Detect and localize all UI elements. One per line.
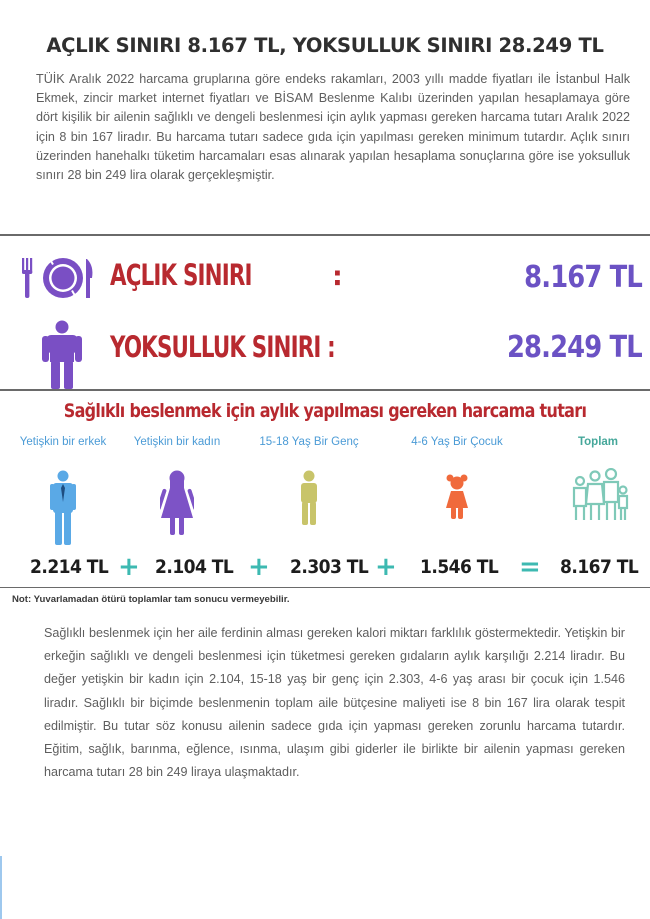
equals-icon: = (519, 552, 541, 582)
teen-icon (254, 470, 364, 531)
rounding-note: Not: Yuvarlamadan ötürü toplamlar tam sonucu vermeyebilir. (12, 594, 290, 605)
amount-woman: 2.104 TL (155, 556, 234, 578)
poverty-limit-value: 28.249 TL (507, 330, 642, 365)
intro-paragraph: TÜİK Aralık 2022 harcama gruplarına göre endeks rakamları, 2003 yıllı madde fiyatları ile İstanbul Halk Ekmek, zincir market internet fiyatları ve BİSAM Beslenme Kalıbı üzerinden yapılan hesaplamaya göre dört kişilik bir ailenin sağlıklı ve dengeli beslenmesi için aylık yapması gereken harcama tutarı Aralık 2022 için 8 bin 167 liradır. Bu harcama tutarı sadece gıda için yapılması gereken minimum tutardır. Açlık sınırı üzerinden hanehalkı tüketim harcamaları esas alınarak yapılan hesaplama sonuçlarına göre ise yoksulluk sınırı 28 bin 249 lira olarak gerçekleşmiştir. (36, 72, 630, 183)
member-child (402, 436, 512, 525)
member-teen (254, 436, 364, 531)
amount-teen: 2.303 TL (290, 556, 369, 578)
family-icon (543, 468, 650, 527)
plus-icon: + (118, 552, 140, 582)
woman-icon (122, 470, 232, 541)
member-total (543, 436, 650, 527)
member-label: Yetişkin bir kadın (133, 436, 221, 448)
amount-child: 1.546 TL (420, 556, 499, 578)
hunger-limit-colon: : (332, 261, 343, 292)
member-label: 15-18 Yaş Bir Genç (259, 436, 359, 448)
amount-total: 8.167 TL (560, 556, 639, 578)
divider-top (0, 234, 650, 236)
page-title: AÇLIK SINIRI 8.167 TL, YOKSULLUK SINIRI 28.249 TL (46, 34, 604, 57)
amount-man: 2.214 TL (30, 556, 109, 578)
breakdown-title: Sağlıklı beslenmek için aylık yapılması gereken harcama tutarı (63, 400, 587, 422)
divider-bottom (0, 587, 650, 588)
member-label: Yetişkin bir erkek (19, 436, 107, 448)
divider-middle (0, 389, 650, 391)
body-paragraph: Sağlıklı beslenmek için her aile ferdinin alması gereken kalori miktarı farklılık göstermektedir. Yetişkin bir erkeğin sağlıklı ve dengeli beslenmesi için tüketmesi gereken gıdaların aylık karşılığı 2.214 liradır. Bu değer yetişkin bir kadın için 2.104, 15-18 yaş bir genç için 2.303, 4-6 yaş arası bir çocuk için 1.546 liradır. Sağlıklı bir biçimde beslenmenin toplam aile bütçesine maliyeti ise 8 bin 167 lira olarak tespit edilmiştir. Bu tutar söz konusu ailenin sadece gıda için yapması gereken zorunlu harcama tutardır. Eğitim, sağlık, barınma, eğlence, ısınma, ulaşım gibi giderler ile birlikte bir ailenin yapması gereken harcama tutarı 28 bin 249 liraya ulaşmaktadır. (44, 626, 625, 780)
person-icon (42, 320, 82, 395)
hunger-limit-value: 8.167 TL (524, 260, 642, 295)
member-woman (122, 436, 232, 541)
hunger-limit-label: AÇLIK SINIRI (110, 258, 252, 292)
page-edge-bar (0, 856, 2, 919)
poverty-limit-label: YOKSULLUK SINIRI : (110, 330, 335, 364)
member-man (8, 436, 118, 551)
member-label: 4-6 Yaş Bir Çocuk (411, 436, 503, 448)
total-label: Toplam (577, 436, 619, 448)
child-icon (402, 474, 512, 525)
man-icon (8, 470, 118, 551)
plus-icon: + (375, 552, 397, 582)
plate-fork-knife-icon (20, 256, 96, 305)
plus-icon: + (248, 552, 270, 582)
